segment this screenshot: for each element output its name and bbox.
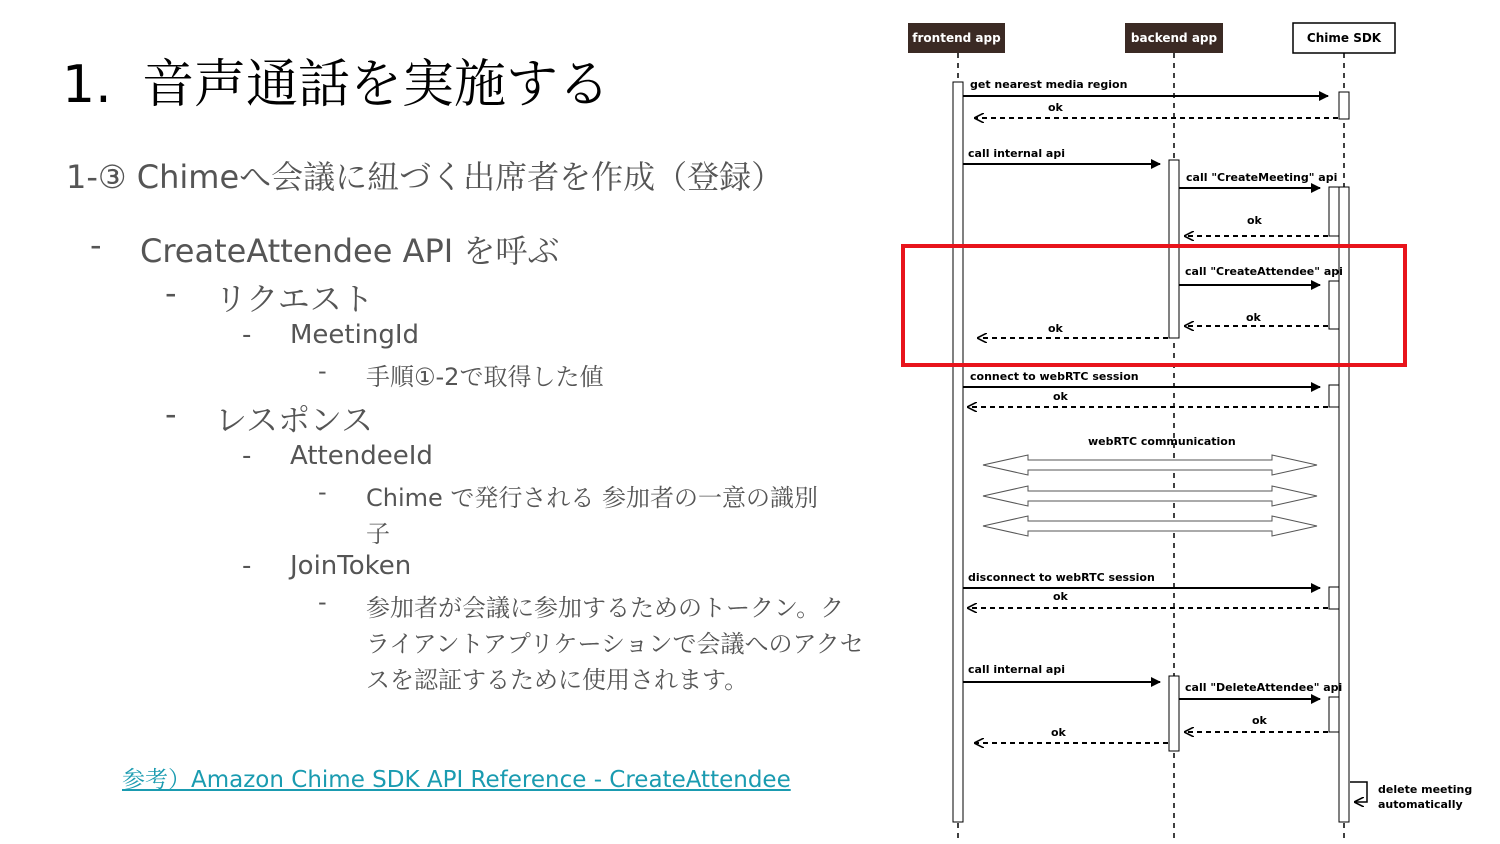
msg-ok5-label: ok bbox=[1053, 390, 1068, 403]
msg-connect-label: connect to webRTC session bbox=[970, 370, 1139, 383]
msg-create-attendee-label: call "CreateAttendee" api bbox=[1185, 265, 1343, 278]
webrtc-communication-label: webRTC communication bbox=[1088, 435, 1236, 448]
activation-chime-main bbox=[1339, 187, 1349, 822]
activation-chime-connect bbox=[1329, 385, 1339, 407]
msg-delete-meeting-label-2: automatically bbox=[1378, 798, 1463, 811]
msg-ok7-label: ok bbox=[1252, 714, 1267, 727]
msg-create-meeting-label: call "CreateMeeting" api bbox=[1186, 171, 1338, 184]
msg-ok2-label: ok bbox=[1247, 214, 1262, 227]
sequence-diagram bbox=[880, 0, 1490, 844]
activation-backend-1 bbox=[1169, 160, 1179, 338]
msg-delete-attendee-label: call "DeleteAttendee" api bbox=[1185, 681, 1343, 694]
reference-link[interactable]: 参考）Amazon Chime SDK API Reference - CreateAttendee bbox=[122, 767, 791, 793]
webrtc-double-arrow-3 bbox=[983, 516, 1317, 536]
participant-chime-sdk bbox=[1293, 23, 1395, 53]
participant-frontend bbox=[908, 23, 1005, 53]
activation-chime-attendee bbox=[1329, 281, 1339, 329]
svg-text:Chime SDK: Chime SDK bbox=[1306, 31, 1382, 45]
subtitle: 1-③ Chimeへ会議に紐づく出席者を作成（登録） bbox=[66, 158, 784, 196]
msg-delete-meeting-label-1: delete meeting bbox=[1378, 783, 1473, 796]
msg-call-internal-2-label: call internal api bbox=[968, 663, 1065, 676]
webrtc-double-arrow-2 bbox=[983, 486, 1317, 506]
msg-ok1-label: ok bbox=[1048, 101, 1063, 114]
svg-text:frontend app: frontend app bbox=[912, 31, 1001, 45]
webrtc-double-arrow-1 bbox=[983, 455, 1317, 475]
activation-chime-region bbox=[1339, 92, 1349, 119]
activation-chime-meeting bbox=[1329, 187, 1339, 236]
msg-get-region-label: get nearest media region bbox=[970, 78, 1128, 91]
participant-backend bbox=[1125, 23, 1223, 53]
title-number: 1. bbox=[62, 55, 112, 115]
msg-ok4-label: ok bbox=[1048, 322, 1063, 335]
activation-frontend bbox=[953, 82, 963, 822]
activation-chime-delete bbox=[1329, 697, 1339, 732]
bullet-list: - CreateAttendee API を呼ぶ - リクエスト - MeetingId - 手順①-2で取得した値 - レスポンス - AttendeeId - Chime で発行される 参加者の一意の識別 子 - JoinToken - 参加者が会議に参加するためのトークン。ク ライアントアプリケーションで会議へのアクセ スを認証するために使用されます。 bbox=[90, 226, 864, 694]
msg-ok6-label: ok bbox=[1053, 590, 1068, 603]
activation-backend-2 bbox=[1169, 676, 1179, 751]
msg-disconnect-label: disconnect to webRTC session bbox=[968, 571, 1155, 584]
msg-call-internal-1-label: call internal api bbox=[968, 147, 1065, 160]
activation-chime-disconnect bbox=[1329, 587, 1339, 609]
msg-ok8-label: ok bbox=[1051, 726, 1066, 739]
svg-text:backend app: backend app bbox=[1130, 31, 1218, 45]
title-text: 音声通話を実施する bbox=[142, 55, 611, 115]
msg-ok3-label: ok bbox=[1246, 311, 1261, 324]
msg-delete-meeting-arrow bbox=[1350, 782, 1367, 802]
